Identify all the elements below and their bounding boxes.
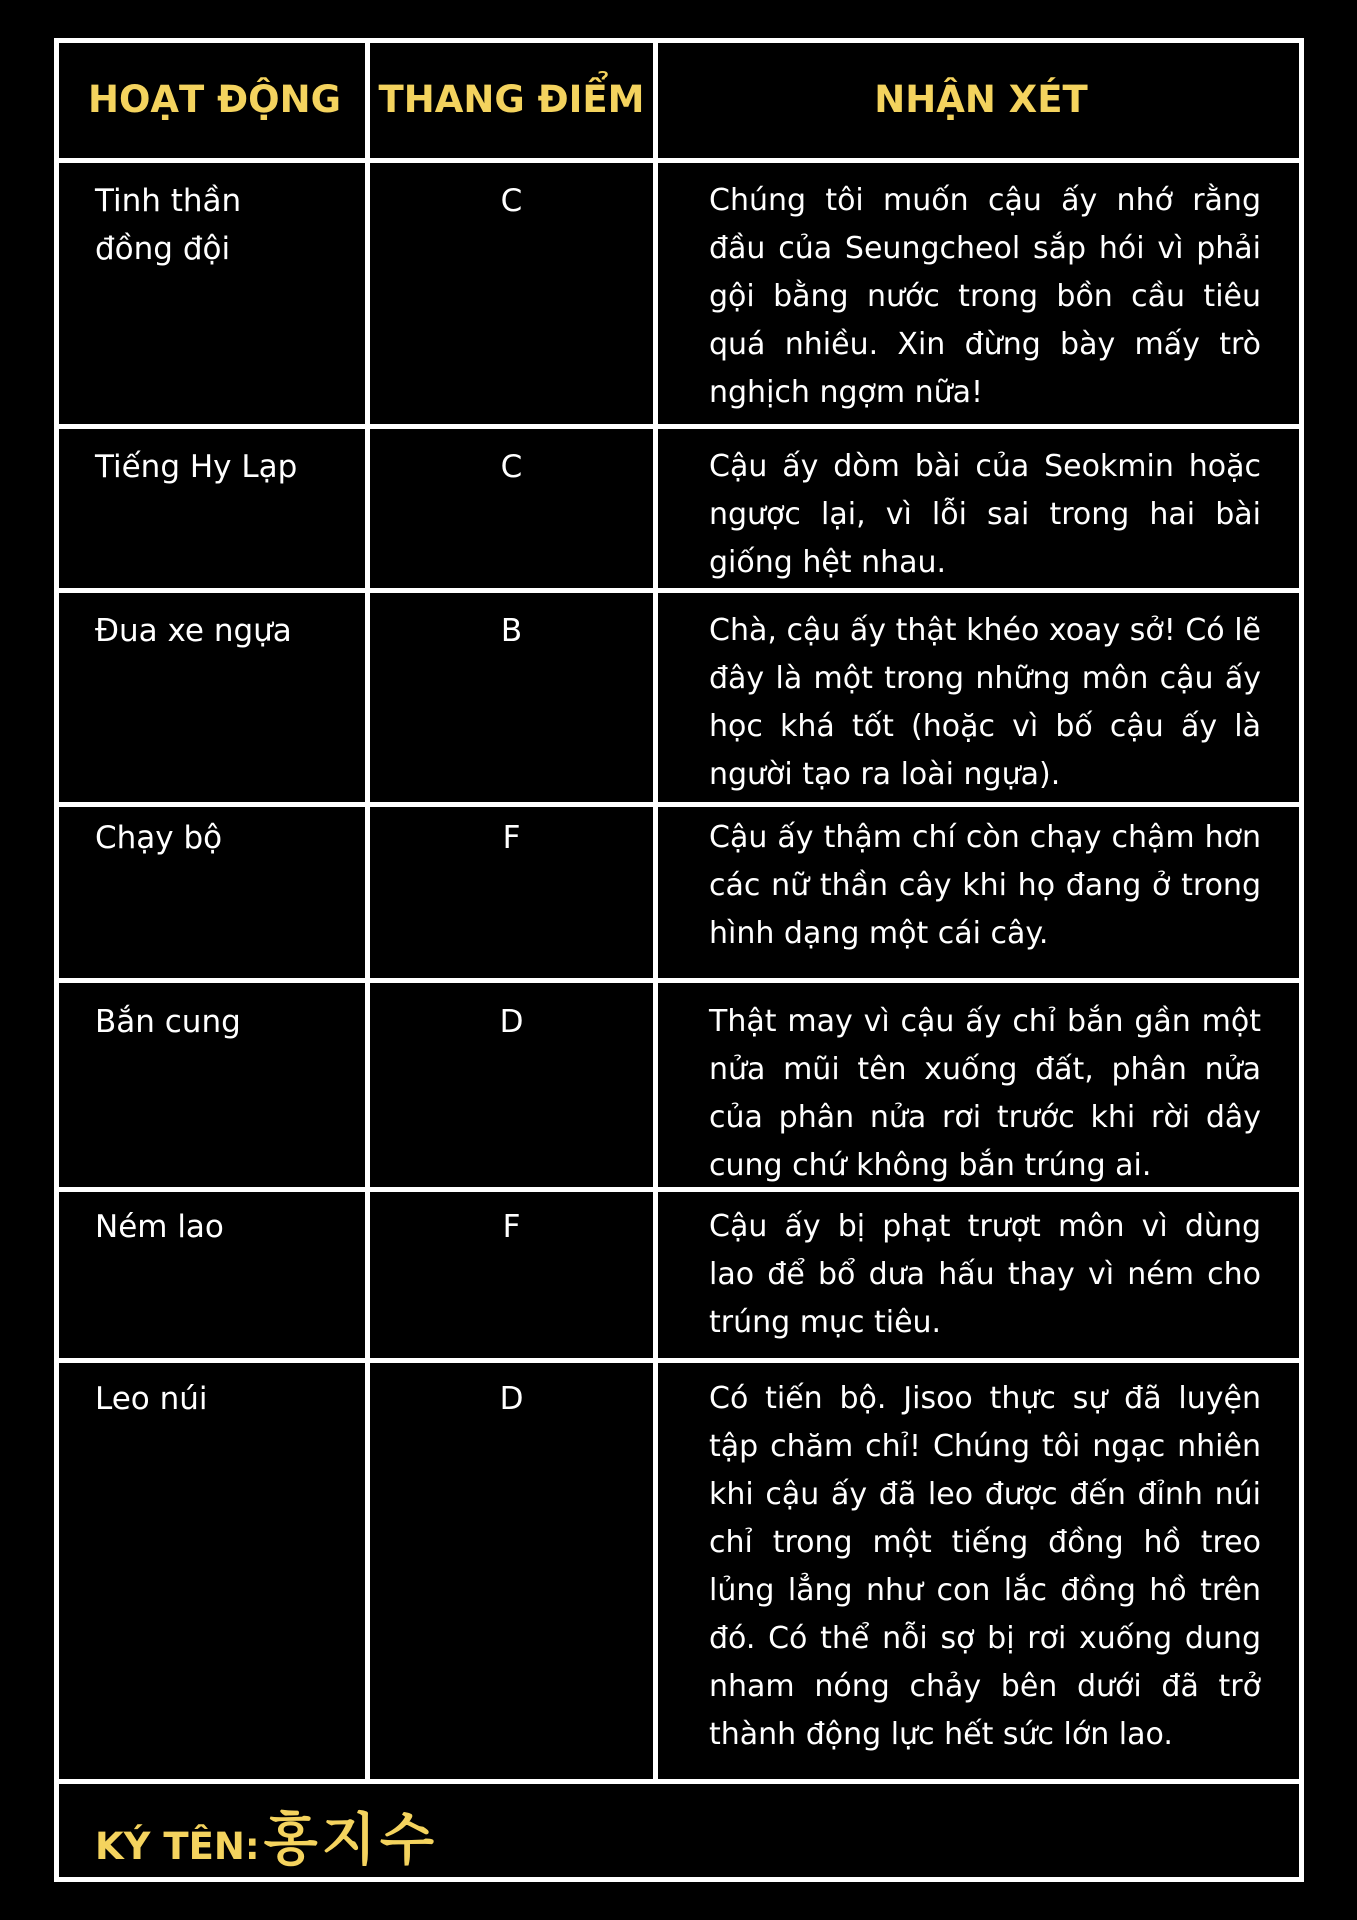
row-divider [59, 424, 1299, 429]
header-activity: HOẠT ĐỘNG [88, 78, 341, 121]
header-grade: THANG ĐIỂM [378, 78, 645, 121]
grade-cell: C [500, 449, 523, 485]
activity-cell: Tinh thần đồng đội [95, 183, 242, 267]
row-divider [59, 978, 1299, 983]
row-divider [59, 802, 1299, 807]
comment-cell: Có tiến bộ. Jisoo thực sự đã luyện tập chăm chỉ! Chúng tôi ngạc nhiên khi cậu ấy đã leo được đến đỉnh núi chỉ trong một tiếng đồng hồ treo lủng lẳng như con lắc đồng hồ trên đó. Có thể nỗi sợ bị rơi xuống dung nham nóng chảy bên dưới đã trở thành động lực hết sức lớn lao. [709, 1381, 1261, 1752]
comment-cell: Cậu ấy bị phạt trượt môn vì dùng lao để bổ dưa hấu thay vì ném cho trúng mục tiêu. [709, 1209, 1261, 1340]
grade-cell: F [502, 820, 521, 856]
grade-cell: D [499, 1381, 524, 1417]
activity-cell: Đua xe ngựa [95, 613, 292, 649]
signature-label: KÝ TÊN: [95, 1825, 260, 1868]
signature-row [95, 1808, 438, 1873]
activity-cell: Tiếng Hy Lạp [95, 449, 298, 485]
column-divider [365, 43, 370, 1784]
activity-cell: Bắn cung [95, 1004, 241, 1040]
comment-cell: Chúng tôi muốn cậu ấy nhớ rằng đầu của Seungcheol sắp hói vì phải gội bằng nước trong bồn cầu tiêu quá nhiều. Xin đừng bày mấy trò nghịch ngợm nữa! [709, 183, 1261, 410]
report-table [54, 38, 1304, 1882]
grade-cell: D [499, 1004, 524, 1040]
comment-cell: Thật may vì cậu ấy chỉ bắn gần một nửa mũi tên xuống đất, phân nửa của phân nửa rơi trước khi rời dây cung chứ không bắn trúng ai. [709, 1004, 1261, 1183]
row-divider [59, 158, 1299, 163]
comment-cell: Cậu ấy thậm chí còn chạy chậm hơn các nữ thần cây khi họ đang ở trong hình dạng một cái cây. [709, 820, 1261, 951]
grade-cell: C [500, 183, 523, 219]
row-divider [59, 1358, 1299, 1363]
row-divider [59, 1779, 1299, 1784]
comment-cell: Cậu ấy dòm bài của Seokmin hoặc ngược lại, vì lỗi sai trong hai bài giống hệt nhau. [709, 449, 1261, 580]
header-comment: NHẬN XÉT [874, 78, 1088, 121]
comment-cell: Chà, cậu ấy thật khéo xoay sở! Có lẽ đây là một trong những môn cậu ấy học khá tốt (hoặc vì bố cậu ấy là người tạo ra loài ngựa). [709, 613, 1261, 792]
row-divider [59, 588, 1299, 593]
activity-cell: Leo núi [95, 1381, 208, 1417]
activity-cell: Ném lao [95, 1209, 224, 1245]
activity-cell: Chạy bộ [95, 820, 223, 856]
column-divider [653, 43, 658, 1784]
grade-cell: F [502, 1209, 521, 1245]
grade-cell: B [500, 613, 523, 649]
signature-name: 홍지수 [263, 1808, 438, 1873]
